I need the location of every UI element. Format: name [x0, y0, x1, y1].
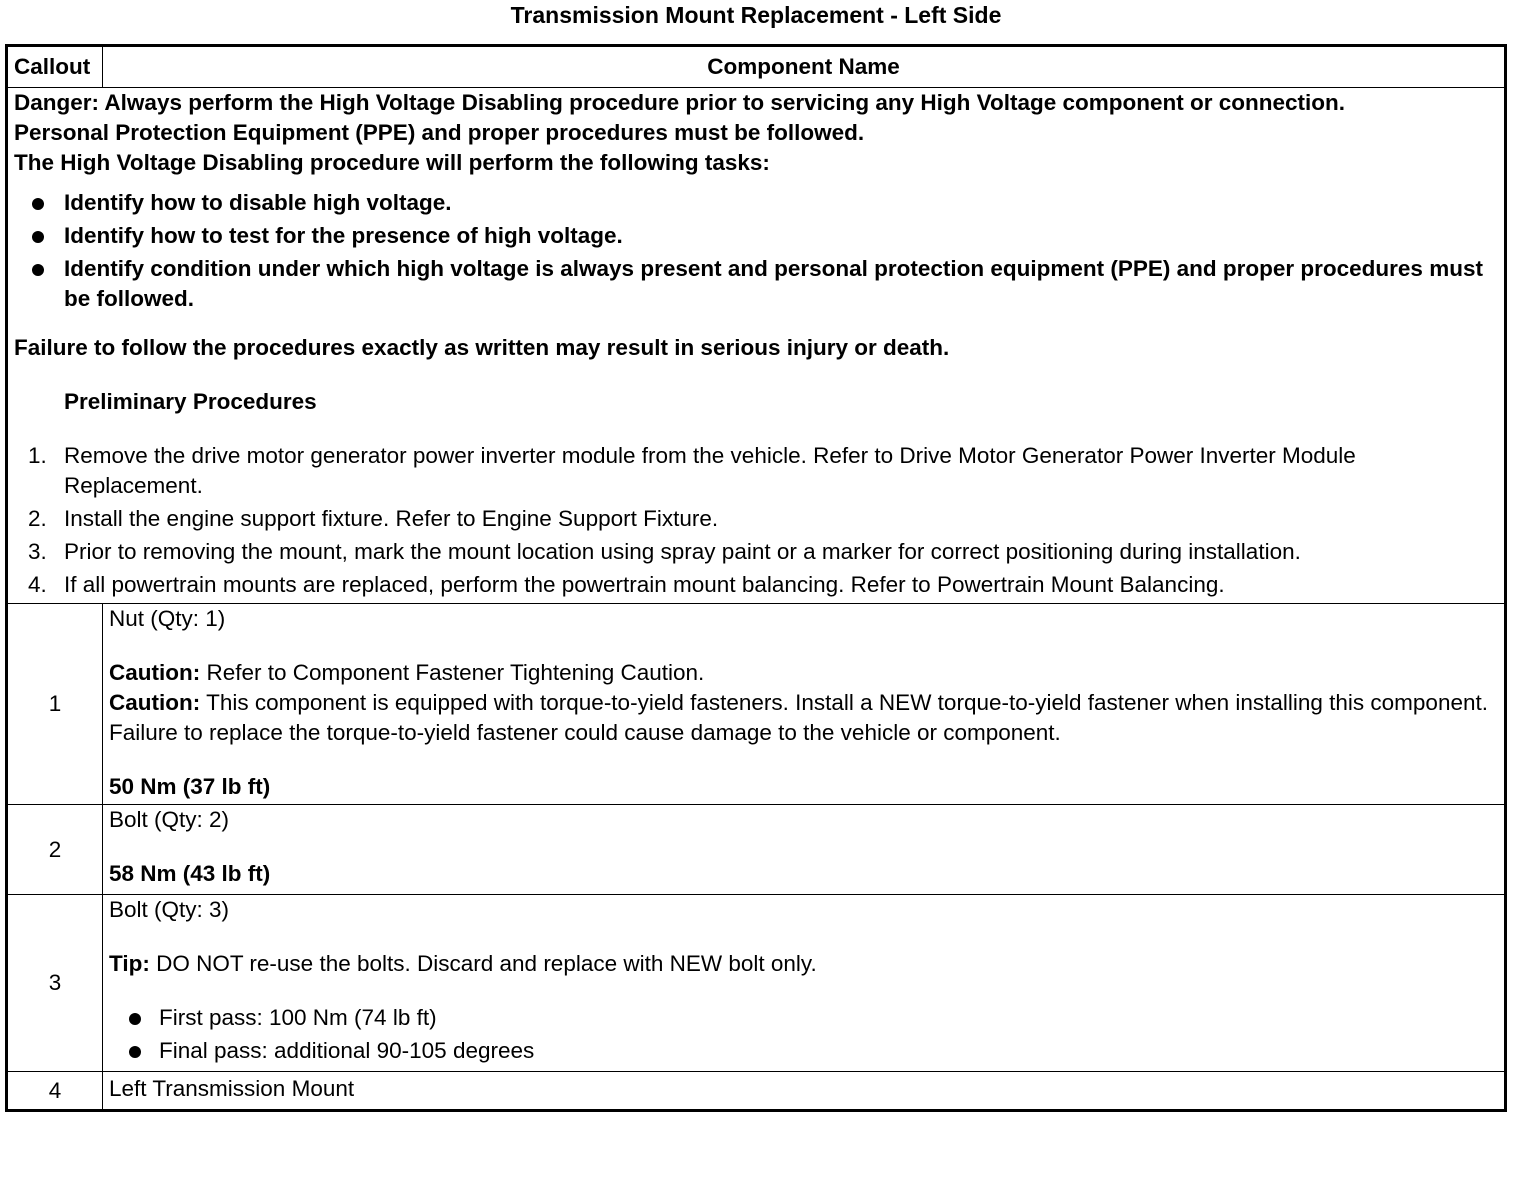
step-item [14, 504, 1498, 534]
tip-note [109, 949, 1498, 979]
task-list [14, 188, 1498, 314]
component-cell [103, 805, 1506, 895]
callout-cell: 1 [7, 604, 103, 805]
table-row [7, 895, 1506, 1072]
pass-item: First pass: 100 Nm (74 lb ft) [159, 1003, 1498, 1033]
step-text: Remove the drive motor generator power inverter module from the vehicle. Refer to Drive Motor Generator Power Inverter Module Replacement. [64, 443, 1356, 498]
step-item [14, 570, 1498, 600]
page-title: Transmission Mount Replacement - Left Side [510, 2, 1002, 28]
component-name: Bolt (Qty: 2) [109, 807, 230, 832]
preliminary-procedures-title: Preliminary Procedures [64, 389, 317, 414]
preliminary-steps [14, 441, 1498, 600]
tip-label: Tip: [109, 951, 150, 976]
step-text: Install the engine support fixture. Refer to Engine Support Fixture. [64, 506, 719, 531]
step-number: 2. [28, 506, 47, 531]
caution-note [109, 688, 1498, 748]
table-row [7, 805, 1506, 895]
danger-line: Danger: Always perform the High Voltage Disabling procedure prior to servicing any High Voltage component or connection. [14, 90, 1346, 115]
component-cell [103, 895, 1506, 1072]
component-name: Bolt (Qty: 3) [109, 897, 230, 922]
component-name: Nut (Qty: 1) [109, 606, 226, 631]
task-item: Identify condition under which high voltage is always present and personal protection equipment (PPE) and proper procedures must be followed. [64, 254, 1498, 314]
table-row [7, 604, 1506, 805]
caution-text: This component is equipped with torque-to-yield fasteners. Install a NEW torque-to-yield fastener when installing this component. Failure to replace the torque-to-yield fastener could cause damage to the vehicle or component. [109, 690, 1488, 745]
step-number: 1. [28, 443, 47, 468]
task-item: Identify how to disable high voltage. [64, 188, 1498, 218]
table-header-row [7, 46, 1506, 88]
danger-line: The High Voltage Disabling procedure will perform the following tasks: [14, 150, 770, 175]
pass-item: Final pass: additional 90-105 degrees [159, 1036, 1498, 1066]
component-cell [103, 1072, 1506, 1111]
step-item [14, 537, 1498, 567]
caution-note [109, 658, 1498, 688]
caution-label: Caution: [109, 660, 201, 685]
component-cell [103, 604, 1506, 805]
callout-column-header: Callout [7, 46, 103, 88]
step-number: 4. [28, 572, 47, 597]
table-row [7, 1072, 1506, 1111]
task-item: Identify how to test for the presence of high voltage. [64, 221, 1498, 251]
component-name-column-header: Component Name [103, 46, 1506, 88]
component-table [5, 44, 1507, 1112]
intro-cell [7, 88, 1506, 604]
callout-cell: 4 [7, 1072, 103, 1111]
tip-text: DO NOT re-use the bolts. Discard and replace with NEW bolt only. [149, 951, 817, 976]
failure-warning: Failure to follow the procedures exactly as written may result in serious injury or death. [14, 335, 950, 360]
step-number: 3. [28, 539, 47, 564]
torque-spec [109, 772, 1498, 802]
intro-row [7, 88, 1506, 604]
step-text: If all powertrain mounts are replaced, perform the powertrain mount balancing. Refer to Powertrain Mount Balancing. [64, 572, 1225, 597]
callout-cell: 2 [7, 805, 103, 895]
danger-notice [14, 88, 1498, 178]
caution-label: Caution: [109, 690, 201, 715]
torque-spec [109, 859, 1498, 889]
step-text: Prior to removing the mount, mark the mount location using spray paint or a marker for correct positioning during installation. [64, 539, 1301, 564]
step-item [14, 441, 1498, 501]
danger-line: Personal Protection Equipment (PPE) and proper procedures must be followed. [14, 120, 865, 145]
pass-list [109, 1003, 1498, 1066]
caution-text: Refer to Component Fastener Tightening Caution. [200, 660, 705, 685]
torque-value: 50 Nm (37 lb ft) [109, 774, 271, 799]
callout-cell: 3 [7, 895, 103, 1072]
torque-value: 58 Nm (43 lb ft) [109, 861, 271, 886]
component-name: Left Transmission Mount [109, 1076, 355, 1101]
